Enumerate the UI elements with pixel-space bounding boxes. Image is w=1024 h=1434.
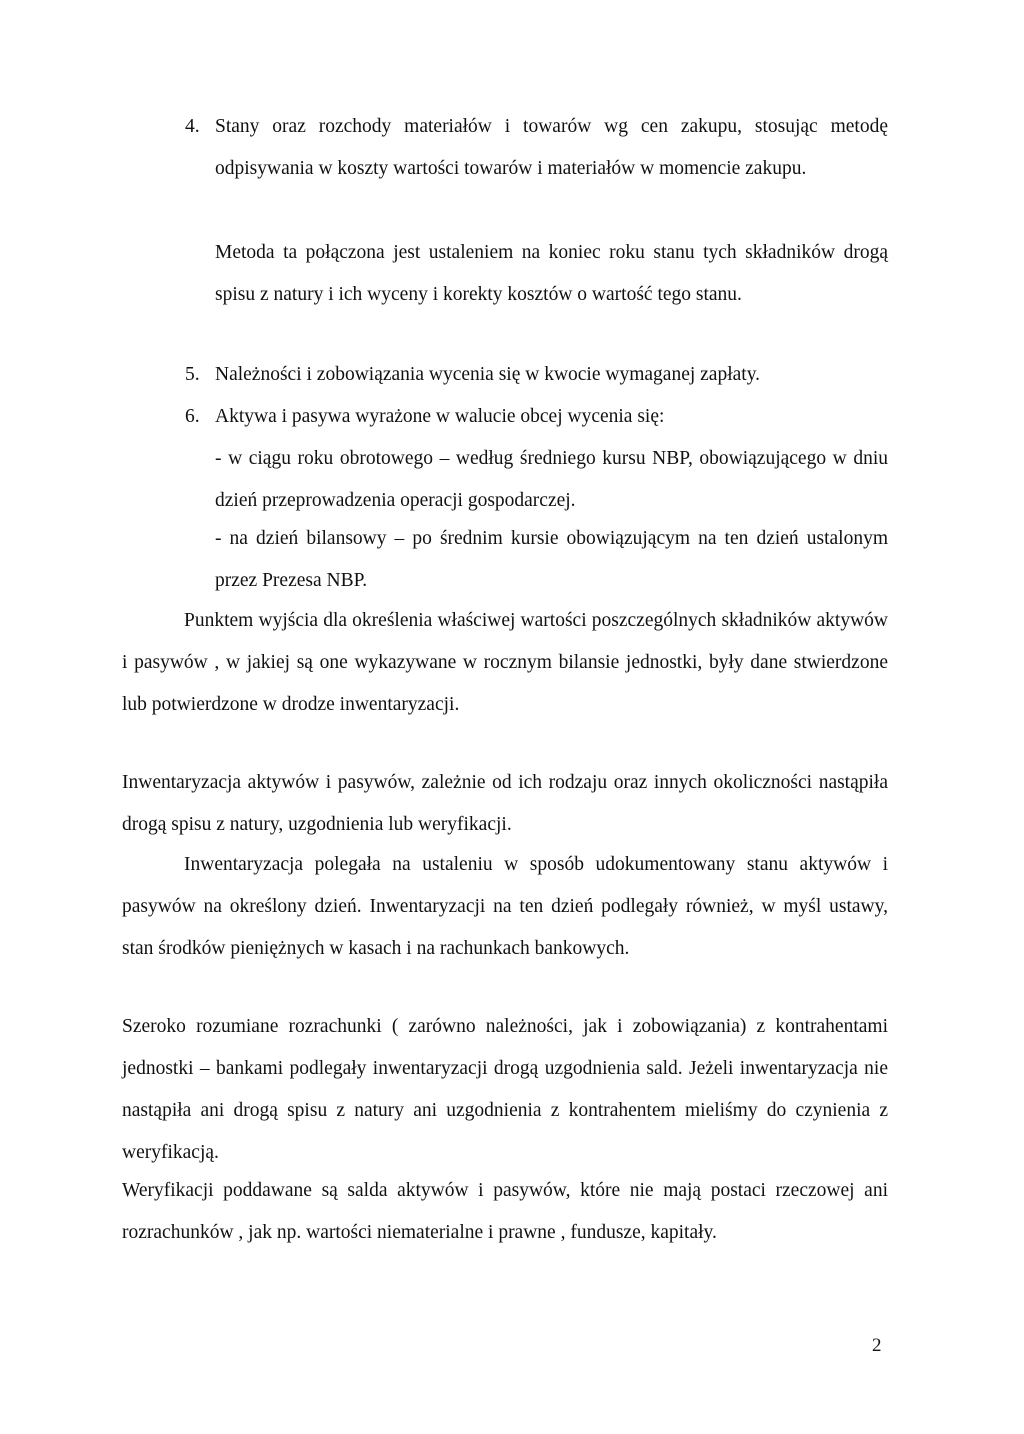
paragraph-4: Szeroko rozumiane rozrachunki ( zarówno należności, jak i zobowiązania) z kontrahentami jednostki – bankami podlegały inwentaryzacji drogą uzgodnienia sald. Jeżeli inwentaryzacja nie nastąpiła ani drogą spisu z natury ani uzgodnienia z kontrahentem mieliśmy do czynienia z weryfikacją.: [122, 1016, 888, 1163]
item-number-6: 6.: [185, 406, 200, 427]
item-6-paragraph-1: Aktywa i pasywa wyrażone w walucie obcej wycenia się:: [215, 406, 665, 427]
item-4-paragraph-1: Stany oraz rozchody materiałów i towarów wg cen zakupu, stosując metodę odpisywania w koszty wartości towarów i materiałów w momencie zakupu.: [215, 116, 888, 179]
page-number: 2: [872, 1335, 882, 1356]
item-6-paragraph-2: - w ciągu roku obrotowego – według średniego kursu NBP, obowiązującego w dniu dzień przeprowadzenia operacji gospodarczej.: [215, 448, 888, 511]
paragraph-3: Inwentaryzacja polegała na ustaleniu w sposób udokumentowany stanu aktywów i pasywów na określony dzień. Inwentaryzacji na ten dzień podlegały również, w myśl ustawy, stan środków pieniężnych w kasach i na rachunkach bankowych.: [122, 854, 888, 959]
item-number-4: 4.: [185, 116, 200, 137]
paragraph-1: Punktem wyjścia dla określenia właściwej wartości poszczególnych składników aktywów i pasywów , w jakiej są one wykazywane w rocznym bilansie jednostki, były dane stwierdzone lub potwierdzone w drodze inwentaryzacji.: [122, 610, 888, 715]
item-4-paragraph-2: Metoda ta połączona jest ustaleniem na koniec roku stanu tych składników drogą spisu z natury i ich wyceny i korekty kosztów o wartość tego stanu.: [215, 242, 888, 305]
item-number-5: 5.: [185, 364, 200, 385]
item-6-paragraph-3: - na dzień bilansowy – po średnim kursie obowiązującym na ten dzień ustalonym przez Prezesa NBP.: [215, 528, 888, 591]
paragraph-2: Inwentaryzacja aktywów i pasywów, zależnie od ich rodzaju oraz innych okoliczności nastąpiła drogą spisu z natury, uzgodnienia lub weryfikacji.: [122, 772, 888, 835]
paragraph-5: Weryfikacji poddawane są salda aktywów i pasywów, które nie mają postaci rzeczowej ani rozrachunków , jak np. wartości niematerialne i prawne , fundusze, kapitały.: [122, 1180, 888, 1243]
item-5-paragraph-1: Należności i zobowiązania wycenia się w kwocie wymaganej zapłaty.: [215, 364, 761, 385]
